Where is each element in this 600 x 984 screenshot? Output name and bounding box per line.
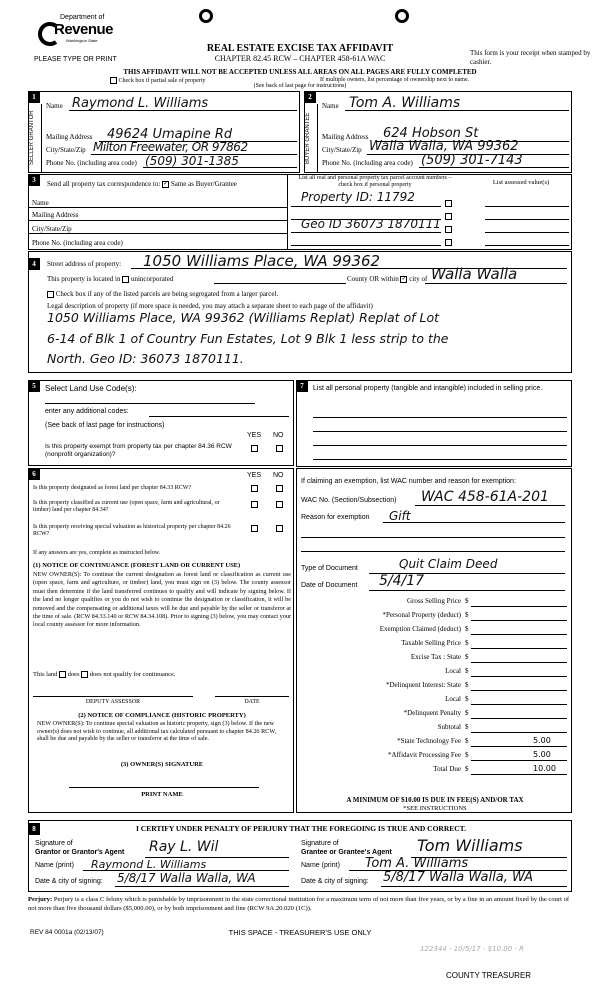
fee-row	[297, 765, 573, 777]
parcel-2-personal-checkbox[interactable]	[445, 213, 452, 220]
fee-currency: $	[465, 709, 469, 717]
doc-type-label: Type of Document	[301, 565, 358, 572]
sec5-no-header: NO	[273, 432, 284, 439]
seller-name-field[interactable]: Raymond L. Williams	[72, 96, 209, 111]
grantee-date-label: Date & city of signing:	[301, 878, 369, 885]
fee-currency: $	[465, 695, 469, 703]
unincorporated-checkbox[interactable]	[122, 276, 129, 283]
this-land-label: This land	[33, 671, 58, 678]
reason-field[interactable]: Gift	[389, 509, 411, 523]
does-not-checkbox[interactable]	[81, 671, 88, 678]
grantee-sig-label1: Signature of	[301, 840, 339, 847]
seller-phone-field[interactable]: (509) 301-1385	[145, 154, 239, 168]
fee-currency: $	[465, 723, 469, 731]
fee-row	[297, 639, 573, 651]
land-use-see-back: (See back of last page for instructions)	[45, 422, 165, 429]
fee-value[interactable]: 10.00	[533, 764, 556, 773]
grantor-sig-label1: Signature of	[35, 840, 73, 847]
notice-compliance-body: NEW OWNER(S): To continue special valuation as historic property, sign (3) below. If the new owner(s) does not wish to continue, all additional tax calculated pursuant to chapter 84.26 RCW, shall be due and payable by the seller or transferor at the time of sale.	[37, 720, 277, 743]
exemption-label: If claiming an exemption, list WAC number and reason for exemption:	[301, 478, 516, 485]
parcel-header: List all real and personal property tax parcel account numbers – check box if personal property	[298, 175, 452, 188]
complete-instruction: If any answers are yes, complete as instructed below.	[33, 550, 161, 556]
buyer-name-field[interactable]: Tom A. Williams	[349, 95, 461, 111]
unincorporated-label: unincorporated	[130, 275, 174, 283]
dept-line1: Department of	[60, 14, 105, 21]
fee-row	[297, 625, 573, 637]
exempt-question: Is this property exempt from property tax per chapter 84.36 RCW (nonprofit organization)?	[45, 443, 232, 458]
buyer-phone-field[interactable]: (509) 301-7143	[421, 153, 523, 168]
legal-line-1[interactable]: 1050 Williams Place, WA 99362 (Williams Replat) Replat of Lot	[47, 310, 440, 325]
county-or-within-label: County OR within	[347, 275, 399, 283]
forest-question: Is this property designated as forest land per chapter 84.33 RCW?	[33, 485, 192, 491]
sec6-yes-header: YES	[247, 472, 262, 479]
fee-currency: $	[465, 597, 469, 605]
reason-label: Reason for exemption	[301, 514, 370, 521]
legal-description-label: Legal description of property (if more space is needed, you may attach a separate sheet to each page of the affidavit)	[47, 302, 373, 310]
notice-continuance-title: (1) NOTICE OF CONTINUANCE (FOREST LAND OR CURRENT USE)	[33, 562, 241, 569]
buyer-section	[304, 91, 572, 173]
punch-hole-right	[395, 9, 409, 23]
fee-row	[297, 695, 573, 707]
seller-address-field[interactable]: 49624 Umapine Rd	[107, 127, 233, 142]
grantee-name-field[interactable]: Tom A. Williams	[365, 856, 469, 871]
personal-property-label: List all personal property (tangible and intangible) included in selling price.	[313, 385, 543, 392]
dept-line3: Washington State	[66, 38, 98, 43]
fee-row	[297, 709, 573, 721]
fee-row	[297, 611, 573, 623]
treasurer-space-label: THIS SPACE - TREASURER'S USE ONLY	[228, 928, 372, 937]
fee-currency: $	[465, 765, 469, 773]
fee-label: Total Due	[433, 765, 461, 773]
segregated-checkbox[interactable]	[47, 291, 54, 298]
warning-banner: THIS AFFIDAVIT WILL NOT BE ACCEPTED UNLESS ALL AREAS ON ALL PAGES ARE FULLY COMPLETED	[123, 68, 477, 76]
department-logo	[36, 14, 116, 50]
forest-no-checkbox[interactable]	[276, 485, 283, 492]
fee-row	[297, 737, 573, 749]
legal-line-2[interactable]: 6-14 of Blk 1 of Country Fun Estates, Lot 9 Blk 1 less strip to the	[47, 331, 449, 346]
grantor-date-field[interactable]: 5/8/17 Walla Walla, WA	[117, 871, 256, 885]
buyer-name-label: Name	[322, 102, 339, 110]
grantee-date-field[interactable]: 5/8/17 Walla Walla, WA	[383, 870, 534, 885]
fee-currency: $	[465, 667, 469, 675]
buyer-address-field[interactable]: 624 Hobson St	[383, 126, 479, 141]
multiple-owners-note: If multiple owners, list percentage of ownership next to name.	[320, 77, 470, 83]
section-3-number: 3	[28, 174, 40, 186]
notice-compliance-title: (2) NOTICE OF COMPLIANCE (HISTORIC PROPERTY)	[78, 712, 246, 719]
does-not-label: does not	[89, 671, 112, 678]
fee-currency: $	[465, 681, 469, 689]
current-use-yes-checkbox[interactable]	[251, 501, 258, 508]
deputy-assessor-label: DEPUTY ASSESSOR	[85, 699, 141, 705]
fee-currency: $	[465, 611, 469, 619]
city-of-checkbox[interactable]: ✓	[401, 275, 407, 282]
buyer-city-label: City/State/Zip	[322, 146, 362, 154]
grantor-name-field[interactable]: Raymond L. Williams	[91, 858, 207, 871]
does-checkbox[interactable]	[59, 671, 66, 678]
dept-line2: Revenue	[54, 21, 114, 38]
section-8-number: 8	[28, 823, 40, 835]
section-2-number: 2	[304, 91, 316, 103]
fee-currency: $	[465, 653, 469, 661]
fee-currency: $	[465, 625, 469, 633]
fee-label: Local	[445, 695, 461, 703]
punch-hole-left	[199, 9, 213, 23]
sec5-yes-header: YES	[247, 432, 262, 439]
city-of-label: city of	[409, 275, 428, 283]
legal-line-3[interactable]: North. Geo ID: 36073 1870111.	[47, 351, 244, 366]
fee-currency: $	[465, 639, 469, 647]
fee-value[interactable]: 5.00	[533, 750, 551, 759]
property-location-section	[28, 251, 572, 373]
corr-phone-label: Phone No. (including area code)	[32, 239, 123, 247]
exempt-yes-checkbox[interactable]	[251, 445, 258, 452]
seller-city-label: City/State/Zip	[46, 146, 86, 154]
fee-label: *Personal Property (deduct)	[382, 611, 461, 619]
buyer-city-field[interactable]: Walla Walla, WA 99362	[369, 139, 519, 154]
assessed-header: List assessed value(s)	[492, 179, 550, 186]
form-title: REAL ESTATE EXCISE TAX AFFIDAVIT	[206, 43, 394, 54]
fee-row	[297, 681, 573, 693]
street-address-field[interactable]: 1050 Williams Place, WA 99362	[143, 252, 381, 270]
grantor-date-label: Date & city of signing:	[35, 878, 103, 885]
seller-address-label: Mailing Address	[46, 133, 93, 141]
grantor-name-label: Name (print)	[35, 862, 74, 869]
correspondence-section	[28, 174, 572, 250]
grantor-sig-label2: Grantor or Grantor's Agent	[35, 849, 125, 856]
land-use-section	[28, 380, 294, 466]
fee-row	[297, 667, 573, 679]
land-use-label: Select Land Use Code(s):	[45, 384, 137, 393]
buyer-address-label: Mailing Address	[322, 133, 369, 141]
grantee-name-label: Name (print)	[301, 862, 340, 869]
fee-label: Exemption Claimed (deduct)	[379, 625, 461, 633]
partial-sale-label: Check box if partial sale of property	[118, 77, 206, 84]
form-chapter: CHAPTER 82.45 RCW – CHAPTER 458-61A WAC	[214, 54, 386, 63]
seller-side-label: SELLER GRANTOR	[29, 110, 35, 166]
exempt-no-checkbox[interactable]	[276, 445, 283, 452]
qualify-label: qualify for continuance.	[113, 671, 176, 678]
perjury-notice	[28, 895, 574, 913]
personal-property-section	[296, 380, 572, 467]
corr-city-label: City/State/Zip	[32, 225, 72, 233]
doc-date-field[interactable]: 5/4/17	[379, 573, 425, 589]
parcel-4-personal-checkbox[interactable]	[445, 239, 452, 246]
form-number: REV 84 0001a (02/13/07)	[30, 929, 104, 936]
perjury-label: Perjury:	[28, 896, 53, 903]
deputy-date-label: DATE	[244, 699, 260, 705]
fee-row	[297, 751, 573, 763]
print-name-label: PRINT NAME	[141, 791, 183, 798]
current-use-question: Is this property classified as current use (open space, farm and agricultural, or timber) land per chapter 84.34?	[33, 500, 220, 513]
fee-label: Excise Tax : State	[410, 653, 461, 661]
county-treasurer-label: COUNTY TREASURER	[446, 971, 532, 980]
historic-question: Is this property receiving special valuation as historical property per chapter 84.26 RCW?	[33, 524, 231, 537]
grantee-signature[interactable]: Tom Williams	[417, 836, 523, 855]
forest-land-section	[28, 468, 294, 813]
same-as-buyer-label: Same as Buyer/Grantee	[170, 180, 237, 188]
segregated-label: Check box if any of the listed parcels are being segregated from a larger parcel.	[55, 290, 279, 298]
buyer-phone-label: Phone No. (including area code)	[322, 159, 413, 167]
historic-no-checkbox[interactable]	[276, 525, 283, 532]
street-label: Street address of property:	[47, 260, 122, 268]
parcel-1-field[interactable]: Property ID: 11792	[301, 190, 415, 204]
notice-continuance-body: NEW OWNER(S): To continue the current designation as forest land or classification as current use (open space, farm and agriculture, or timber) land, you must sign on (3) below. The county assessor must then determine if the land transferred continues to qualify and will indicate by signing below. If the land no longer qualifies or you do not wish to continue the designation or classification, it will be removed and the compensating or additional taxes will be due and payable by the seller or transferor at the time of sale. (RCW 84.33.140 or RCW 84.34.108). Prior to signing (3) below, you may contact your local county assessor for more information.	[33, 571, 291, 629]
fee-currency: $	[465, 751, 469, 759]
please-type: PLEASE TYPE OR PRINT	[34, 56, 117, 63]
fee-label: Taxable Selling Price	[401, 639, 461, 647]
seller-city-field[interactable]: Milton Freewater, OR 97862	[93, 140, 248, 154]
grantee-sig-label2: Grantee or Grantee's Agent	[301, 849, 392, 856]
does-label: does	[67, 671, 80, 678]
partial-sale	[110, 77, 205, 84]
see-back-note: (See back of last page for instructions)	[253, 83, 347, 89]
cashier-stamp: 122344 - 10/5/17 - $10.00 - R	[420, 945, 524, 953]
partial-sale-checkbox[interactable]	[110, 77, 117, 84]
wac-label: WAC No. (Section/Subsection)	[301, 497, 397, 504]
section-4-number: 4	[28, 258, 40, 270]
perjury-text: Perjury is a class C felony which is punishable by imprisonment in the state correctional institution for a maximum term of not more than five years, or by a fine in an amount fixed by the court of not more than five thousand dollars ($5,000.00), or by both imprisonment and fine (RCW 9A.20.020 (1C)).	[28, 896, 570, 912]
see-instructions: *SEE INSTRUCTIONS	[403, 805, 467, 812]
send-correspondence-label: Send all property tax correspondence to:	[47, 180, 161, 188]
certification-section	[28, 820, 572, 892]
section-7-number: 7	[296, 380, 308, 392]
fee-label: *Delinquent Interest: State	[385, 681, 461, 689]
additional-codes-label: enter any additional codes:	[45, 408, 129, 415]
same-as-buyer-checkbox[interactable]: ✓	[163, 180, 169, 187]
fee-label: Gross Selling Price	[406, 597, 461, 605]
fee-row	[297, 597, 573, 609]
fee-label: Subtotal	[437, 723, 461, 731]
wac-field[interactable]: WAC 458-61A-201	[421, 489, 549, 505]
parcel-1-personal-checkbox[interactable]	[445, 200, 452, 207]
section-5-number: 5	[28, 380, 40, 392]
historic-yes-checkbox[interactable]	[251, 525, 258, 532]
buyer-side-label: BUYER GRANTEE	[305, 112, 311, 164]
parcel-3-personal-checkbox[interactable]	[445, 226, 452, 233]
certify-statement: I CERTIFY UNDER PENALTY OF PERJURY THAT THE FOREGOING IS TRUE AND CORRECT.	[135, 824, 466, 833]
fee-row	[297, 653, 573, 665]
current-use-no-checkbox[interactable]	[276, 501, 283, 508]
doc-date-label: Date of Document	[301, 582, 358, 589]
forest-yes-checkbox[interactable]	[251, 485, 258, 492]
located-label: This property is located in	[47, 275, 121, 283]
sec6-no-header: NO	[273, 472, 284, 479]
seller-phone-label: Phone No. (including area code)	[46, 159, 137, 167]
seller-name-label: Name	[46, 102, 63, 110]
city-field[interactable]: Walla Walla	[431, 265, 518, 283]
fee-row	[297, 723, 573, 735]
corr-address-label: Mailing Address	[32, 211, 79, 219]
section-6-number: 6	[28, 468, 40, 480]
fee-label: *Delinquent Penalty	[403, 709, 461, 717]
owner-signature-label: (3) OWNER(S) SIGNATURE	[120, 761, 204, 768]
seller-section	[28, 91, 300, 173]
grantor-signature[interactable]: Ray L. Wil	[149, 839, 219, 855]
fee-value[interactable]: 5.00	[533, 736, 551, 745]
parcel-2-field[interactable]: Geo ID 36073 1870111	[301, 217, 441, 231]
exemption-fees-section	[296, 468, 572, 813]
fee-currency: $	[465, 737, 469, 745]
receipt-note: This form is your receipt when stamped by cashier.	[470, 49, 591, 66]
fee-label: Local	[445, 667, 461, 675]
section-1-number: 1	[28, 91, 40, 103]
fee-label: *State Technology Fee	[397, 737, 461, 745]
corr-name-label: Name	[32, 199, 49, 207]
minimum-notice: A MINIMUM OF $10.00 IS DUE IN FEE(S) AND/OR TAX	[346, 796, 524, 804]
fee-label: *Affidavit Processing Fee	[388, 751, 461, 759]
doc-type-field[interactable]: Quit Claim Deed	[399, 557, 498, 571]
